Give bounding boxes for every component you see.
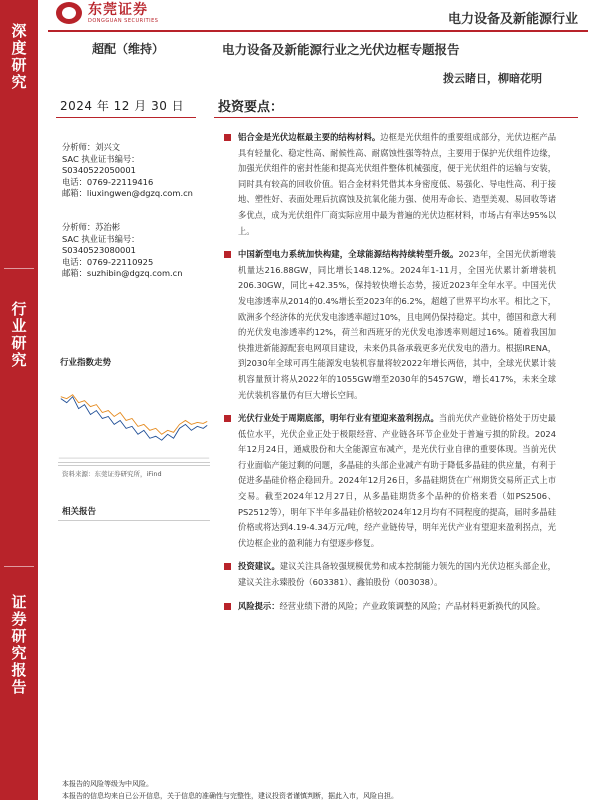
risk-level-note: 本报告的风险等级为中风险。 <box>62 780 153 788</box>
analyst-phone: 电话：0769-22119416 <box>62 176 154 187</box>
sidebar-label-securities-report: 证券研究报告 <box>9 594 28 696</box>
industry-label: 电力设备及新能源行业 <box>447 12 578 27</box>
bullet-icon <box>224 251 231 258</box>
analyst-email[interactable]: 邮箱：liuxingwen@dgzq.com.cn <box>62 188 193 199</box>
index-series-line-1 <box>61 397 207 441</box>
point-text: 当前光伏产业链价格处于历史最低位水平，光伏企业正处于极限经营、产业链各环节企业处于普遍亏损的阶段。2024年12月24日，通威股份和大全能源宣布减产，是光伏行业自律的重要体现。当前光伏行业面临产能过剩的问题，多晶硅的头部企业减产有助于降低多晶硅的供应量，有利于促进多晶硅价格企稳回升。2024年12月26日，多晶硅期货在广州期货交易所正式上市交易。截至2024年12月27日，从多晶硅期货多个品种的价格来看（如PS2506、PS2512等），明年下半年多晶硅价格较2024年12月均有不同程度的提高，届时多晶硅价格或将达到4.19-4.34万元/吨，经产业链传导，明年光伏产业有望迎来盈利拐点，光伏边框企业的盈利能力有望逐步修复。 <box>238 413 556 548</box>
bullet-icon <box>224 134 231 141</box>
point-lead: 铝合金是光伏边框最主要的结构材料。 <box>238 132 381 142</box>
point-text: 建议关注具备较强规模优势和成本控制能力领先的国内光伏边框头部企业，建议关注永臻股份（603381）、鑫铂股份（003038）。 <box>238 561 556 588</box>
report-subtitle: 拨云睹日，柳暗花明 <box>443 72 542 85</box>
company-logo <box>56 0 158 26</box>
analyst-phone: 电话：0769-22110925 <box>62 256 154 267</box>
date-divider <box>56 117 196 118</box>
point-item <box>222 599 556 615</box>
point-item <box>222 130 556 239</box>
analyst-block <box>62 142 193 200</box>
analyst-name: 分析师：苏治彬 <box>62 222 121 232</box>
related-reports-heading: 相关报告 <box>62 507 97 517</box>
point-lead: 投资建议。 <box>238 561 280 572</box>
point-item <box>222 559 556 590</box>
rating: 超配（维持） <box>92 42 165 56</box>
analyst-email[interactable]: 邮箱：suzhibin@dgzq.com.cn <box>62 268 183 279</box>
chart-source-divider <box>58 465 210 466</box>
investment-points <box>222 130 556 614</box>
sidebar-divider <box>4 566 34 567</box>
analyst-cert: S0340523080001 <box>62 245 136 256</box>
source-note: 本报告的信息均来自已公开信息，关于信息的准确性与完整性，建议投资者谨慎判断，据此入市，风险自担。 <box>62 792 398 800</box>
point-text: 2023年，全国光伏新增装机量达216.88GW，同比增长148.12%。2024年1-11月，全国光伏累计新增装机206.30GW，同比+42.35%，保持较快增长态势，接近2023年全年水平。中国光伏发电渗透率从2014的0.4%增长至2023年的6.2%，超越了世界平均水平。相比之下，欧洲多个经济体的光伏发电渗透率超过10%，且电网仍保持稳定。其中，德国和意大利的光伏发电渗透率约12%，荷兰和西班牙的光伏发电渗透率则超过16%。随着我国加快推进新能源配套电网项目建设，未来仍具备承载更多光伏发电的潜力。根据IRENA，到2030年全球可再生能源发电装机容量将较2022年增长两倍，其中，全球光伏累计装机容量预计将从2022年的1055GW增至2030年的5457GW，增长417%，未来全球光伏装机容量仍有巨大增长空间。 <box>238 249 556 400</box>
index-chart-title: 行业指数走势 <box>60 358 112 368</box>
point-lead: 中国新型电力系统加快构建，全球能源结构持续转型升级。 <box>238 249 459 260</box>
sidebar-label-industry-research: 行业研究 <box>9 301 28 369</box>
sidebar-divider <box>4 268 34 269</box>
logo-mark-icon <box>56 2 82 24</box>
point-item <box>222 411 556 551</box>
points-divider <box>214 117 578 118</box>
header-divider <box>48 30 588 32</box>
point-lead: 风险提示： <box>238 600 280 611</box>
bullet-icon <box>224 415 231 422</box>
point-text: 边框是光伏组件的重要组成部分，光伏边框产品具有轻量化、稳定性高、耐候性高、耐腐蚀性强等特点，主要用于保护光伏组件边缘，加强光伏组件的密封性能和提高光伏组件整体机械强度，便于光伏组件的运输与安装，同时具有较高的回收价值。铝合金材料凭借其本身密度低、易强化、导电性高、利于接地、塑性好、表面处理后抗腐蚀及抗氧化能力强、使用寿命长、造型美观、易回收等诸多优点，成为光伏组件厂商实际应用中最为普遍的光伏边框材料，市场占有率达95%以上。 <box>238 132 556 236</box>
analyst-cert: S0340522050001 <box>62 165 136 176</box>
analyst-cert-label: SAC 执业证书编号： <box>62 233 140 244</box>
report-date: 2024 年 12 月 30 日 <box>60 99 185 113</box>
analyst-name: 分析师：刘兴文 <box>62 142 121 152</box>
bullet-icon <box>224 563 231 570</box>
report-title: 电力设备及新能源行业之光伏边框专题报告 <box>222 42 460 57</box>
related-divider <box>58 520 210 521</box>
index-chart <box>58 369 210 463</box>
investment-points-heading: 投资要点： <box>218 100 284 115</box>
logo-name-en: DONGGUAN SECURITIES <box>88 18 159 24</box>
point-item <box>222 247 556 403</box>
sidebar-label-deep-research: 深度研究 <box>9 23 28 91</box>
disclaimer <box>62 778 582 800</box>
bullet-icon <box>224 603 231 610</box>
point-text: 经营业绩下滑的风险；产业政策调整的风险；产品材料更新换代的风险。 <box>279 600 546 611</box>
analyst-cert-label: SAC 执业证书编号： <box>62 153 140 164</box>
logo-name: 东莞证券 <box>88 2 148 18</box>
point-lead: 光伏行业处于周期底部，明年行业有望迎来盈利拐点。 <box>238 413 439 424</box>
chart-source: 资料来源：东莞证券研究所，iFind <box>62 470 162 478</box>
analyst-block <box>62 222 183 280</box>
